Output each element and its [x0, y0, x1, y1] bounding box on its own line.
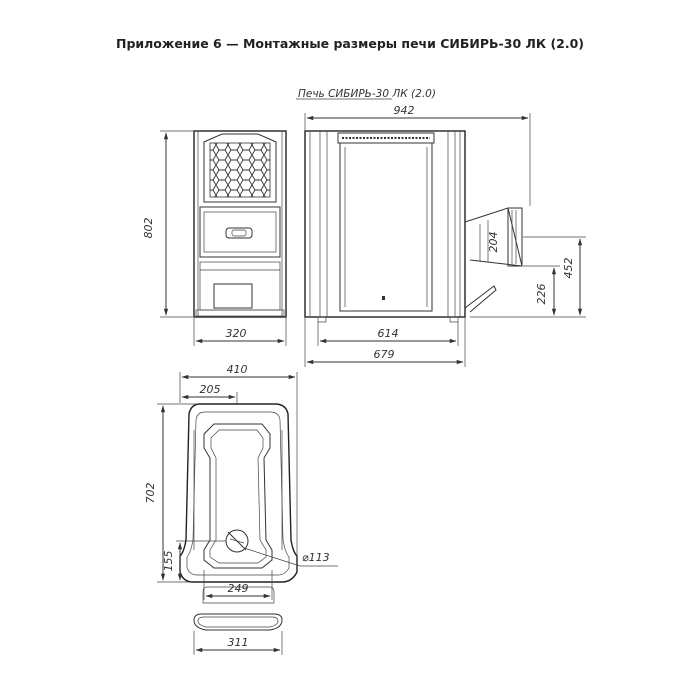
dim-679-label: 679 [373, 348, 395, 361]
dim-side-total [305, 104, 530, 206]
door-handle [226, 228, 252, 238]
dim-702-label: 702 [144, 482, 157, 504]
dim-452-label: 452 [562, 257, 575, 279]
top-chamber [204, 424, 272, 568]
side-body-outline [305, 131, 465, 317]
dim-320-label: 320 [225, 327, 247, 340]
firebox-door [200, 207, 280, 257]
top-body-outline [180, 404, 297, 582]
dim-front-base [194, 318, 286, 346]
dim-top-inner [204, 570, 272, 600]
honeycomb-grille [210, 143, 270, 197]
dim-113-label: ⌀113 [302, 551, 330, 564]
dim-614-label: 614 [377, 327, 399, 340]
chimney-pipe [465, 208, 522, 312]
side-glass-panel [340, 143, 432, 311]
dim-top-half [182, 383, 237, 403]
dim-base-width [194, 631, 282, 655]
dim-226-label: 226 [535, 283, 548, 305]
dim-410-label: 410 [226, 363, 248, 376]
front-view [194, 131, 286, 317]
dim-front-height [142, 131, 193, 317]
ash-pan-frame [200, 262, 280, 310]
dim-942-label: 942 [393, 104, 415, 117]
diagram-title: Приложение 6 — Монтажные размеры печи СИБИРЬ-30 ЛК (2.0) [115, 36, 585, 51]
dim-249-label: 249 [227, 582, 249, 595]
dim-chimney-bottom [523, 266, 560, 315]
ash-pan [214, 284, 252, 308]
dim-155-label: 155 [162, 550, 175, 572]
side-view [305, 131, 465, 322]
view-label: Печь СИБИРЬ-30 ЛК (2.0) [298, 88, 436, 100]
dim-311-label: 311 [227, 636, 249, 649]
dim-204-label: 204 [487, 231, 500, 253]
dim-802-label: 802 [142, 217, 155, 239]
dim-chimney-opening [487, 220, 500, 262]
dim-top-total [180, 363, 297, 555]
base-plate [194, 614, 282, 630]
dim-205-label: 205 [199, 383, 221, 396]
dim-side-body [305, 318, 465, 367]
dim-side-inner [318, 322, 458, 346]
